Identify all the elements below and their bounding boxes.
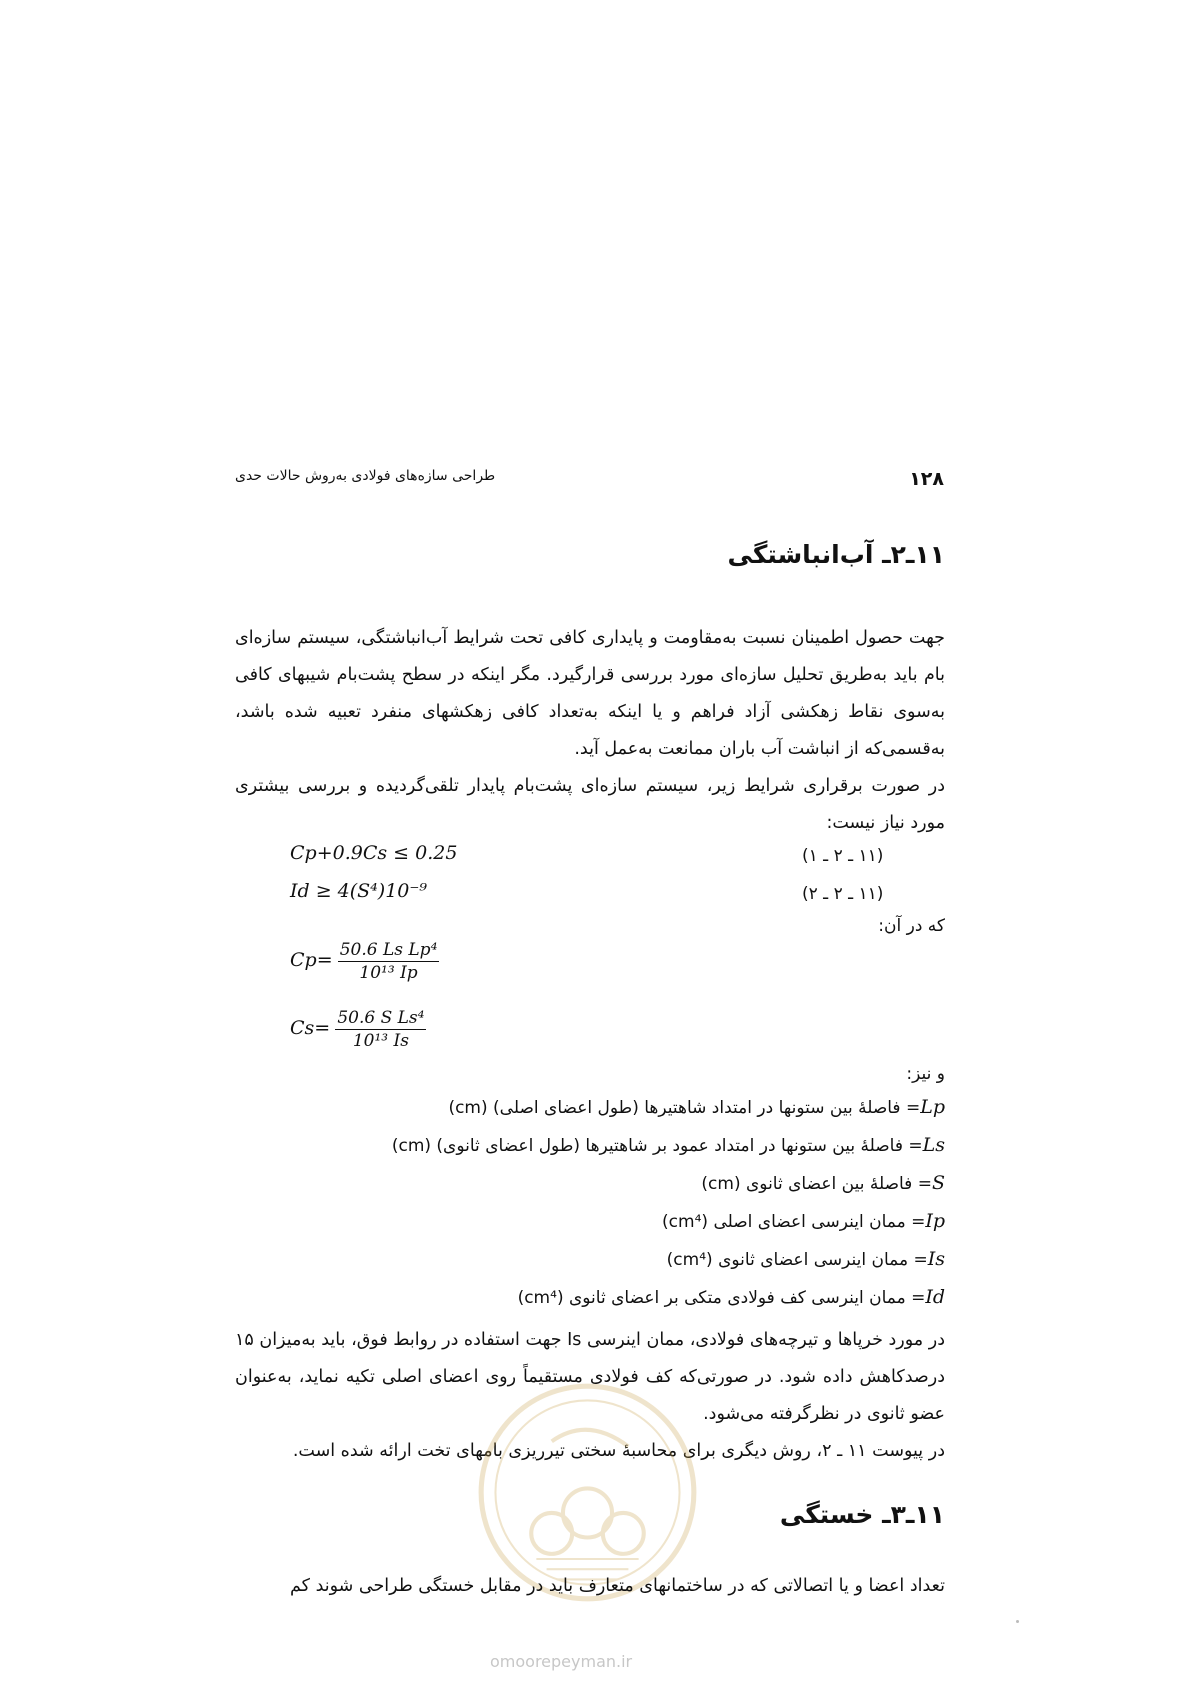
definition-text: = فاصلهٔ بین اعضای ثانوی (cm) [701, 1174, 932, 1194]
formula-cp-lhs: Cp= [290, 949, 333, 971]
watermark-site-text: omoorepeyman.ir [490, 1652, 633, 1671]
paragraph-appendix-reference: در پیوست ۱۱ ـ ۲، روش دیگری برای محاسبهٔ سختی تیرریزی بامهای تخت ارائه شده است. [292, 1441, 945, 1461]
where-label: که در آن: [878, 916, 945, 936]
formula-cp-numerator: 50.6 Ls Lp⁴ [339, 940, 438, 960]
definition-text: = ممان اینرسی اعضای ثانوی (cm⁴) [666, 1250, 928, 1270]
section-heading-11-3: ۱۱ـ۳ـ خستگی [779, 1500, 945, 1529]
equation-11-2-1: Cp+0.9Cs ≤ 0.25 [290, 842, 458, 864]
equation-number-11-2-2: (۱۱ ـ ۲ ـ ۲) [802, 884, 884, 904]
paragraph-ponding-intro: جهت حصول اطمینان نسبت به‌مقاومت و پایداری کافی تحت شرایط آب‌انباشتگی، سیستم سازه‌ای بام باید به‌طریق تحلیل سازه‌ای مورد بررسی قرارگیرد. مگر اینکه در سطح پشت‌بام شیبهای کافی به‌سوی نقاط زهکشی آزاد فراهم و یا اینکه به‌تعداد کافی زهکشهای منفرد تعبیه شده باشد، به‌قسمی‌که از انباشت آب باران ممانعت به‌عمل آید. [235, 628, 945, 759]
definition-text: = ممان اینرسی کف فولادی متکی بر اعضای ثانوی (cm⁴) [517, 1288, 926, 1308]
formula-cs-fraction [335, 1008, 426, 1051]
definition-id [518, 1286, 945, 1308]
definition-ls [392, 1134, 945, 1156]
equation-11-2-2: Id ≥ 4(S⁴)10⁻⁹ [290, 880, 428, 902]
section-heading-11-2: ۱۱ـ۲ـ آب‌انباشتگی [727, 540, 945, 569]
formula-cs-numerator: 50.6 S Ls⁴ [337, 1008, 425, 1028]
formula-cs [290, 1008, 426, 1051]
definition-symbol: Is [927, 1248, 945, 1270]
page-mark [1016, 1620, 1019, 1623]
definition-is [667, 1248, 945, 1270]
paragraph-trusses-joists: در مورد خرپاها و تیرچه‌های فولادی، ممان اینرسی Is جهت استفاده در روابط فوق، باید به‌میزان ۱۵ درصدکاهش داده شود. در صورتی‌که کف فولادی مستقیماً روی اعضای اصلی تکیه نماید، به‌عنوان عضو ثانوی در نظرگرفته می‌شود. [235, 1330, 945, 1424]
definition-s [701, 1172, 945, 1194]
formula-cs-denominator: 10¹³ Is [352, 1031, 409, 1051]
definition-symbol: Ls [922, 1134, 945, 1156]
formula-cp-fraction [338, 940, 440, 983]
paragraph-conditions: در صورت برقراری شرایط زیر، سیستم سازه‌ای پشت‌بام پایدار تلقی‌گردیده و بررسی بیشتری مورد نیاز نیست: [235, 776, 945, 833]
definition-lp [448, 1096, 945, 1118]
equation-number-11-2-1: (۱۱ ـ ۲ ـ ۱) [802, 846, 884, 866]
definition-symbol: Ip [925, 1210, 945, 1232]
formula-cp-denominator: 10¹³ Ip [359, 963, 418, 983]
formula-cs-lhs: Cs= [290, 1017, 331, 1039]
definition-text: = فاصلهٔ بین ستونها در امتداد عمود بر شاهتیرها (طول اعضای ثانوی) (cm) [391, 1136, 923, 1156]
also-label: و نیز: [906, 1064, 945, 1084]
definition-symbol: Lp [920, 1096, 945, 1118]
definition-symbol: S [931, 1172, 945, 1194]
page-number: ۱۲۸ [909, 468, 944, 490]
definition-ip [662, 1210, 945, 1232]
definition-text: = ممان اینرسی اعضای اصلی (cm⁴) [662, 1212, 926, 1232]
definition-symbol: Id [925, 1286, 945, 1308]
definition-text: = فاصلهٔ بین ستونها در امتداد شاهتیرها (طول اعضای اصلی) (cm) [448, 1098, 921, 1118]
paragraph-fatigue: تعداد اعضا و یا اتصالاتی که در ساختمانهای متعارف باید در مقابل خستگی طراحی شوند کم [290, 1576, 945, 1596]
formula-cp [290, 940, 439, 983]
running-header: طراحی سازه‌های فولادی به‌روش حالات حدی [235, 468, 496, 484]
